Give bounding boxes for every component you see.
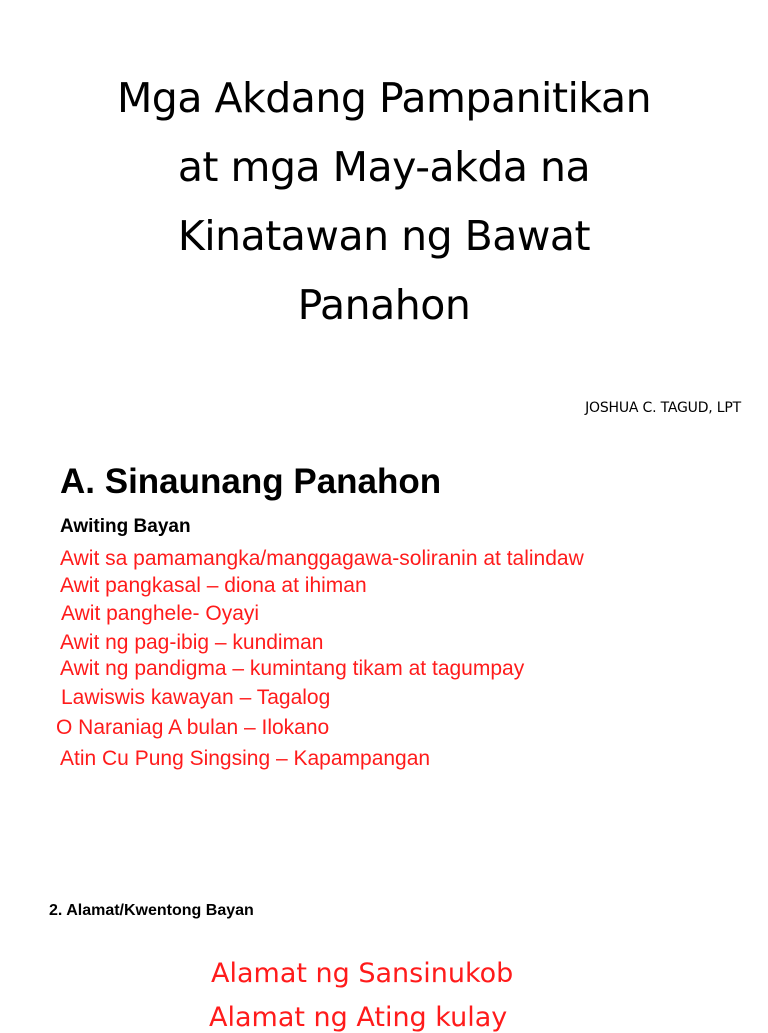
list-item-awit-4: Awit ng pag-ibig – kundiman <box>60 631 324 654</box>
page-title <box>0 64 768 340</box>
section-a-subheading: Awiting Bayan <box>60 516 191 537</box>
list-item-awit-1: Awit sa pamamangka/manggagawa-soliranin at talindaw <box>60 547 584 570</box>
list-item-alamat-1: Alamat ng Sansinukob <box>211 958 514 989</box>
list-item-alamat-2: Alamat ng Ating kulay <box>209 1002 508 1033</box>
list-item-awit-2: Awit pangkasal – diona at ihiman <box>60 574 367 597</box>
list-item-awit-8: Atin Cu Pung Singsing – Kapampangan <box>60 747 431 770</box>
title-line-2: at mga May-akda na <box>177 143 591 191</box>
list-item-awit-7: O Naraniag A bulan – Ilokano <box>56 716 330 739</box>
title-line-3: Kinatawan ng Bawat <box>177 212 591 260</box>
author-name: JOSHUA C. TAGUD, LPT <box>585 400 741 416</box>
section-2-heading: 2. Alamat/Kwentong Bayan <box>49 902 254 919</box>
section-a-heading: A. Sinaunang Panahon <box>60 462 442 501</box>
list-item-awit-6: Lawiswis kawayan – Tagalog <box>61 686 331 709</box>
title-line-1: Mga Akdang Pampanitikan <box>116 74 652 122</box>
title-line-4: Panahon <box>297 281 471 329</box>
list-item-awit-3: Awit panghele- Oyayi <box>61 602 260 625</box>
list-item-awit-5: Awit ng pandigma – kumintang tikam at tagumpay <box>60 657 525 680</box>
